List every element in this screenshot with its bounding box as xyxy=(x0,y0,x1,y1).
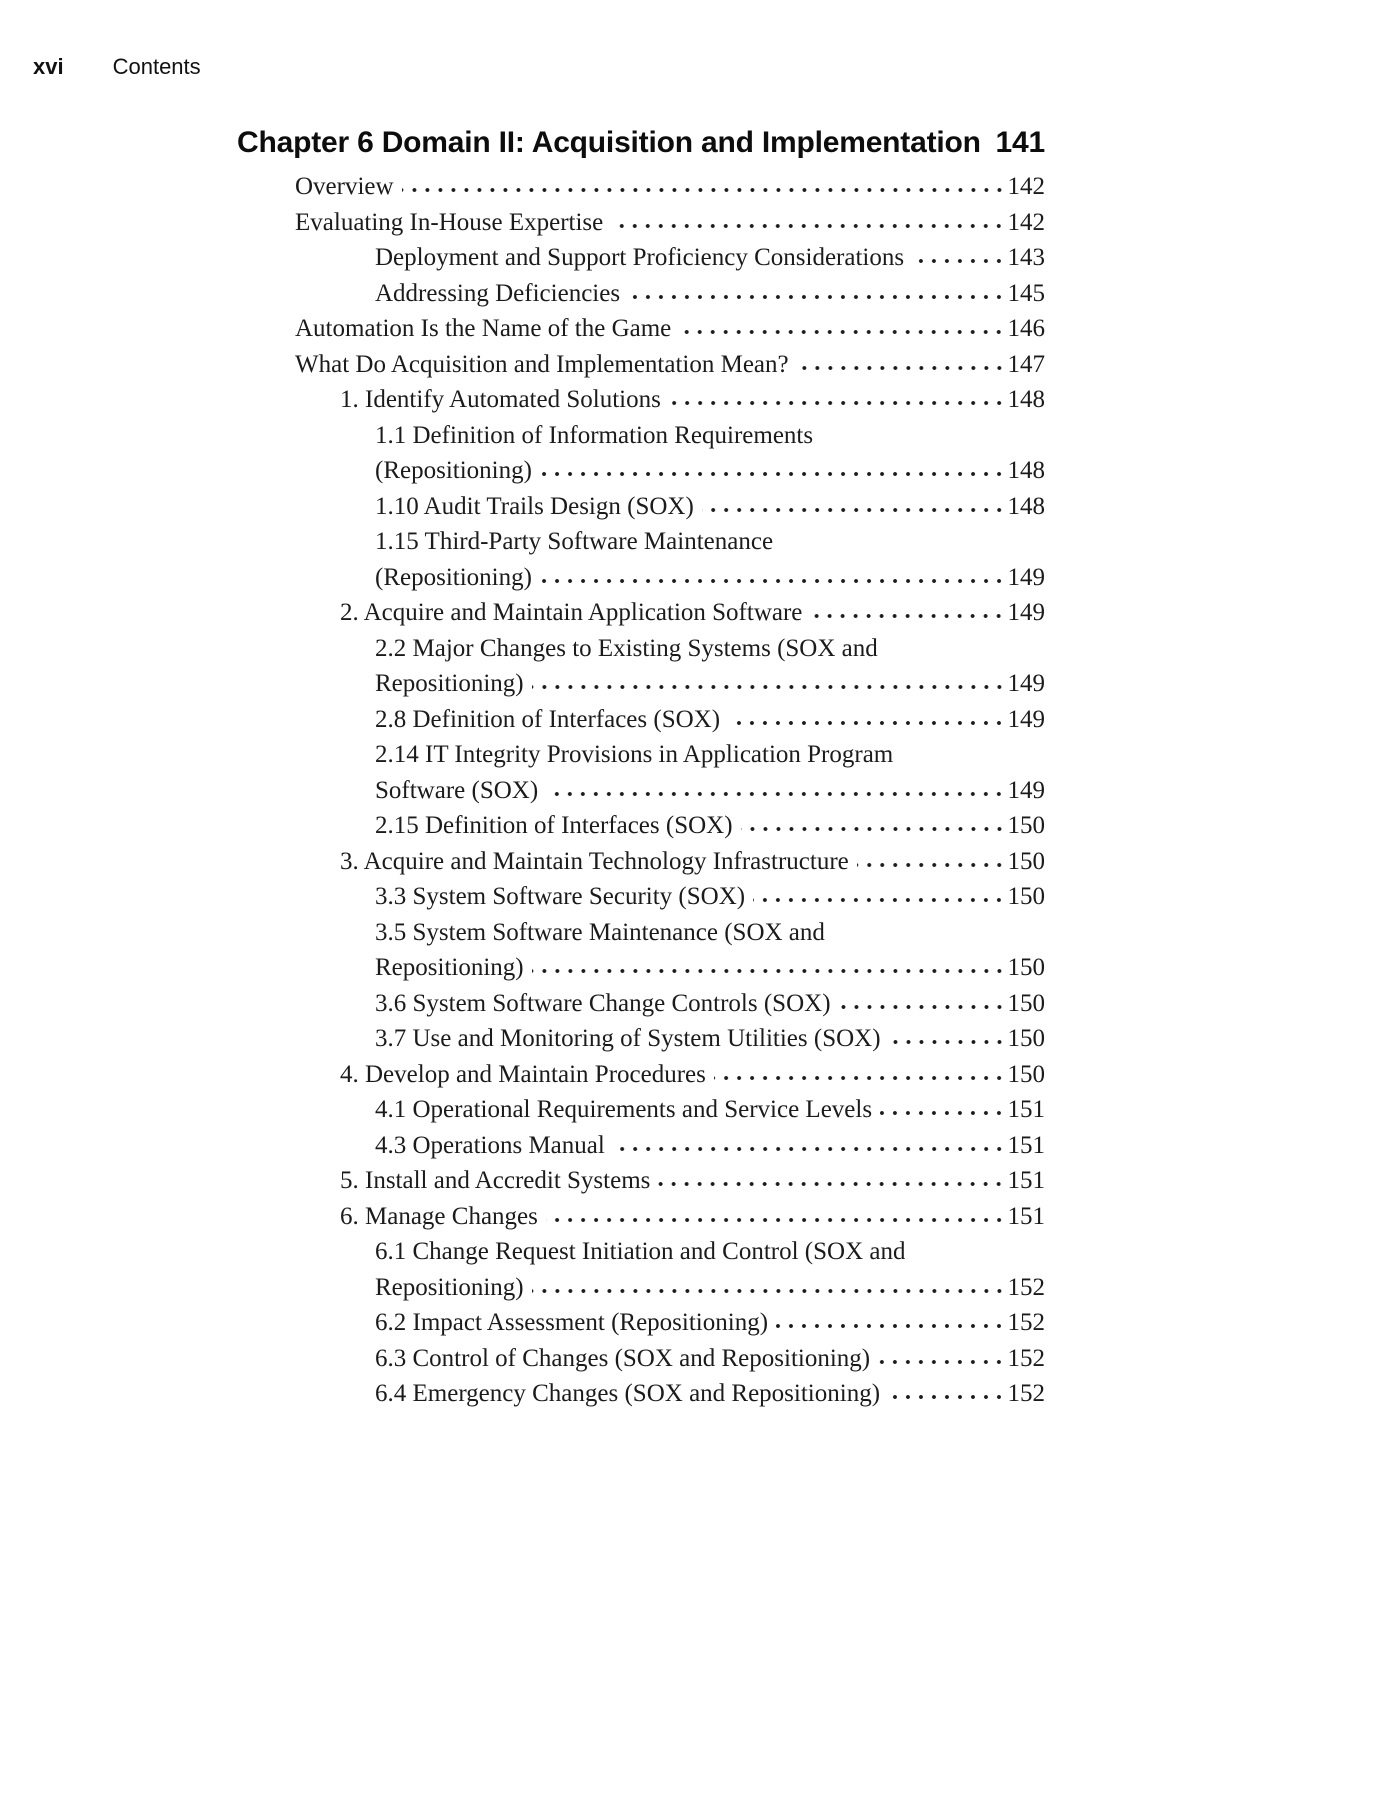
toc-page-number: 150 xyxy=(1007,847,1045,875)
toc-page-number: 142 xyxy=(1007,208,1045,236)
toc-page-number: 150 xyxy=(1007,1025,1045,1052)
toc-entry-text: 4.1 Operational Requirements and Service Levels xyxy=(375,1096,873,1123)
toc-entry-text: Overview xyxy=(295,173,394,200)
toc-page-number: 146 xyxy=(1007,315,1045,342)
toc-entry-text: What Do Acquisition and Implementation Mean? xyxy=(295,350,789,378)
toc-page-number: 151 xyxy=(1007,1167,1045,1194)
toc-entry-text: 4. Develop and Maintain Procedures xyxy=(340,1060,706,1088)
toc-entry-text: 2. Acquire and Maintain Application Software xyxy=(340,599,803,626)
toc-dot-leader xyxy=(776,1312,1005,1330)
toc-entry-text: 3.3 System Software Security (SOX) xyxy=(375,883,746,910)
folio-page-number: xvi xyxy=(33,54,64,79)
toc-dot-leader xyxy=(857,851,1006,869)
toc-row xyxy=(237,915,1045,951)
toc-page-number: 149 xyxy=(1007,776,1045,804)
toc-entry-text: (Repositioning) xyxy=(375,563,532,591)
toc-page-number: 143 xyxy=(1007,244,1045,271)
toc-page-number: 148 xyxy=(1007,492,1045,520)
toc-page-number: 148 xyxy=(1007,386,1045,413)
toc-dot-leader xyxy=(741,815,1006,833)
toc-entry-text: 6. Manage Changes xyxy=(340,1202,538,1230)
table-of-contents xyxy=(237,126,1045,1412)
toc-entry-text: 3. Acquire and Maintain Technology Infrastructure xyxy=(340,847,849,875)
toc-row xyxy=(237,1341,1045,1377)
toc-page-number: 150 xyxy=(1007,954,1045,981)
toc-entry-text: 1.1 Definition of Information Requirements xyxy=(375,421,814,449)
toc-page-number: 152 xyxy=(1007,1344,1045,1372)
toc-page-number: 147 xyxy=(1007,350,1045,378)
toc-dot-leader xyxy=(839,993,1006,1011)
toc-dot-leader xyxy=(402,176,1006,194)
toc-list xyxy=(237,169,1045,1412)
toc-page-number: 149 xyxy=(1007,599,1045,626)
toc-page-number: 145 xyxy=(1007,279,1045,307)
toc-page-number: 150 xyxy=(1007,883,1045,910)
toc-dot-leader xyxy=(888,1383,1005,1401)
chapter-heading-page: 141 xyxy=(995,126,1045,159)
toc-dot-leader xyxy=(532,1277,1006,1295)
toc-entry-text: 2.2 Major Changes to Existing Systems (SOX and xyxy=(375,634,878,662)
toc-row xyxy=(237,950,1045,986)
toc-row xyxy=(237,347,1045,383)
toc-dot-leader xyxy=(613,1135,1006,1153)
toc-row xyxy=(237,595,1045,631)
toc-page-number: 151 xyxy=(1007,1131,1045,1159)
toc-entry-text: 3.6 System Software Change Controls (SOX) xyxy=(375,989,831,1017)
toc-dot-leader xyxy=(628,283,1005,301)
toc-dot-leader xyxy=(912,247,1005,265)
toc-row xyxy=(237,631,1045,667)
toc-entry-text: 6.1 Change Request Initiation and Control (SOX and xyxy=(375,1238,906,1265)
toc-entry-text: 1. Identify Automated Solutions xyxy=(340,386,661,413)
toc-dot-leader xyxy=(702,496,1006,514)
toc-entry-text: 6.4 Emergency Changes (SOX and Repositioning) xyxy=(375,1380,881,1407)
toc-row xyxy=(237,453,1045,489)
toc-dot-leader xyxy=(753,886,1005,904)
toc-row xyxy=(237,560,1045,596)
toc-entry-text: Repositioning) xyxy=(375,1273,524,1301)
toc-entry-text: 1.15 Third-Party Software Maintenance xyxy=(375,528,774,555)
toc-entry-text: 1.10 Audit Trails Design (SOX) xyxy=(375,492,694,520)
toc-row xyxy=(237,702,1045,738)
toc-row xyxy=(237,276,1045,312)
toc-row xyxy=(237,382,1045,418)
toc-dot-leader xyxy=(810,602,1005,620)
toc-row xyxy=(237,1376,1045,1412)
toc-row xyxy=(237,737,1045,773)
chapter-heading xyxy=(237,126,1045,160)
toc-entry-text: 4.3 Operations Manual xyxy=(375,1131,605,1159)
toc-row xyxy=(237,418,1045,454)
toc-dot-leader xyxy=(669,389,1006,407)
toc-entry-text: 3.5 System Software Maintenance (SOX and xyxy=(375,918,825,946)
toc-row xyxy=(237,666,1045,702)
toc-page-number: 149 xyxy=(1007,670,1045,697)
toc-page-number: 152 xyxy=(1007,1380,1045,1407)
toc-dot-leader xyxy=(728,709,1005,727)
toc-dot-leader xyxy=(714,1064,1006,1082)
toc-entry-text: Evaluating In-House Expertise xyxy=(295,208,604,236)
toc-row xyxy=(237,879,1045,915)
toc-row xyxy=(237,1092,1045,1128)
toc-page-number: 152 xyxy=(1007,1273,1045,1301)
toc-entry-text: 5. Install and Accredit Systems xyxy=(340,1167,651,1194)
toc-page-number: 150 xyxy=(1007,812,1045,839)
toc-entry-text: 6.2 Impact Assessment (Repositioning) xyxy=(375,1309,769,1336)
toc-dot-leader xyxy=(880,1099,1005,1117)
toc-page-number: 151 xyxy=(1007,1096,1045,1123)
toc-entry-text: 3.7 Use and Monitoring of System Utilities (SOX) xyxy=(375,1025,881,1052)
toc-dot-leader xyxy=(679,318,1005,336)
running-title: Contents xyxy=(112,54,201,79)
toc-row xyxy=(237,205,1045,241)
toc-dot-leader xyxy=(546,1206,1006,1224)
toc-row xyxy=(237,169,1045,205)
toc-page-number: 151 xyxy=(1007,1202,1045,1230)
toc-entry-text: Addressing Deficiencies xyxy=(375,279,621,307)
toc-row xyxy=(237,1163,1045,1199)
toc-row xyxy=(237,240,1045,276)
toc-row xyxy=(237,1128,1045,1164)
toc-entry-text: 2.8 Definition of Interfaces (SOX) xyxy=(375,705,721,733)
toc-page-number: 149 xyxy=(1007,705,1045,733)
toc-row xyxy=(237,1234,1045,1270)
toc-dot-leader xyxy=(658,1170,1005,1188)
toc-row xyxy=(237,311,1045,347)
toc-row xyxy=(237,986,1045,1022)
toc-dot-leader xyxy=(611,212,1005,230)
toc-row xyxy=(237,1199,1045,1235)
chapter-heading-label: Chapter 6 Domain II: Acquisition and Implementation xyxy=(237,126,981,159)
toc-entry-text: Deployment and Support Proficiency Considerations xyxy=(375,244,905,271)
toc-entry-text: Repositioning) xyxy=(375,954,524,981)
toc-row xyxy=(237,489,1045,525)
toc-row xyxy=(237,808,1045,844)
toc-row xyxy=(237,1057,1045,1093)
toc-page-number: 150 xyxy=(1007,1060,1045,1088)
toc-entry-text: Automation Is the Name of the Game xyxy=(295,315,672,342)
toc-entry-text: 2.15 Definition of Interfaces (SOX) xyxy=(375,812,733,839)
toc-row xyxy=(237,1270,1045,1306)
toc-dot-leader xyxy=(540,567,1006,585)
toc-dot-leader xyxy=(878,1348,1005,1366)
toc-entry-text: (Repositioning) xyxy=(375,457,532,484)
running-header xyxy=(33,54,201,80)
toc-row xyxy=(237,1305,1045,1341)
toc-entry-text: 2.14 IT Integrity Provisions in Application Program xyxy=(375,741,894,768)
toc-page-number: 149 xyxy=(1007,563,1045,591)
toc-dot-leader xyxy=(532,673,1006,691)
toc-row xyxy=(237,844,1045,880)
toc-dot-leader xyxy=(889,1028,1006,1046)
toc-dot-leader xyxy=(546,780,1005,798)
toc-row xyxy=(237,1021,1045,1057)
toc-entry-text: Repositioning) xyxy=(375,670,524,697)
toc-page-number: 148 xyxy=(1007,457,1045,484)
toc-page-number: 150 xyxy=(1007,989,1045,1017)
toc-dot-leader xyxy=(797,354,1006,372)
toc-page-number: 152 xyxy=(1007,1309,1045,1336)
toc-entry-text: Software (SOX) xyxy=(375,776,539,804)
toc-row xyxy=(237,524,1045,560)
toc-dot-leader xyxy=(540,460,1006,478)
toc-page-number: 142 xyxy=(1007,173,1045,200)
toc-entry-text: 6.3 Control of Changes (SOX and Repositioning) xyxy=(375,1344,871,1372)
toc-dot-leader xyxy=(532,957,1006,975)
toc-row xyxy=(237,773,1045,809)
